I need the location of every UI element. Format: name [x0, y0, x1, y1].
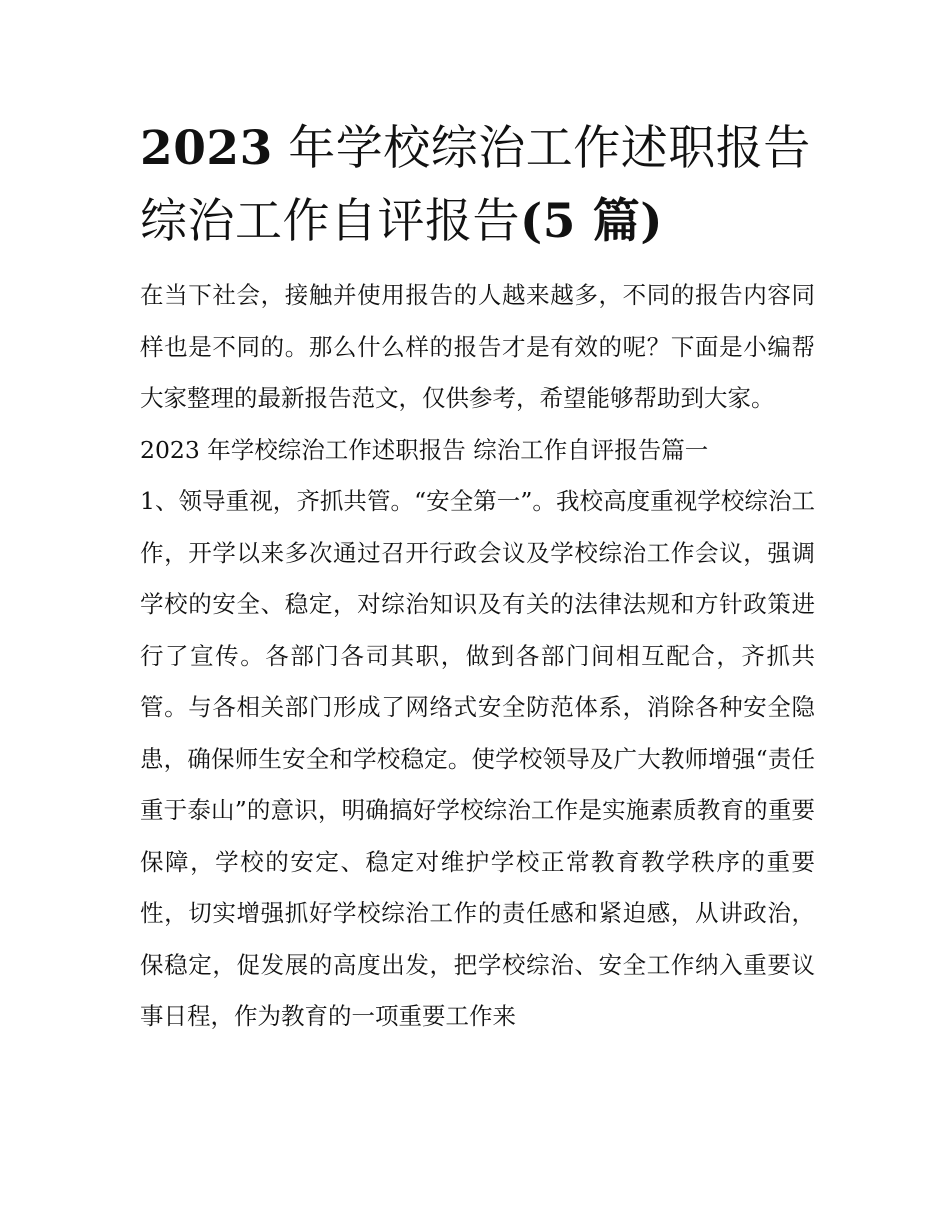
- title-line-2-text: 综治工作自评报告: [140, 194, 520, 249]
- title-line-2: [140, 185, 815, 258]
- intro-paragraph: 在当下社会，接触并使用报告的人越来越多，不同的报告内容同样也是不同的。那么什么样的报告才是有效的呢？下面是小编帮大家整理的最新报告范文，仅供参考，希望能够帮助到大家。: [140, 281, 815, 412]
- title-line-1-text: 年学校综治工作述职报告: [272, 121, 811, 176]
- document-title: [140, 112, 815, 258]
- title-line-1: [140, 112, 815, 185]
- title-count: (5 篇): [520, 194, 664, 249]
- title-year: 2023: [140, 121, 273, 176]
- body-paragraph: 1、领导重视，齐抓共管。“安全第一”。我校高度重视学校综治工作，开学以来多次通过召开行政会议及学校综治工作会议，强调学校的安全、稳定，对综治知识及有关的法律法规和方针政策进行了宣传。各部门各司其职，做到各部门间相互配合，齐抓共管。与各相关部门形成了网络式安全防范体系，消除各种安全隐患，确保师生安全和学校稳定。使学校领导及广大教师增强“责任重于泰山”的意识，明确搞好学校综治工作是实施素质教育的重要保障，学校的安定、稳定对维护学校正常教育教学秩序的重要性，切实增强抓好学校综治工作的责任感和紧迫感，从讲政治，保稳定，促发展的高度出发，把学校综治、安全工作纳入重要议事日程，作为教育的一项重要工作来: [140, 487, 815, 1030]
- document-content: [140, 112, 815, 1043]
- section-heading: 2023 年学校综治工作述职报告 综治工作自评报告篇一: [140, 435, 709, 464]
